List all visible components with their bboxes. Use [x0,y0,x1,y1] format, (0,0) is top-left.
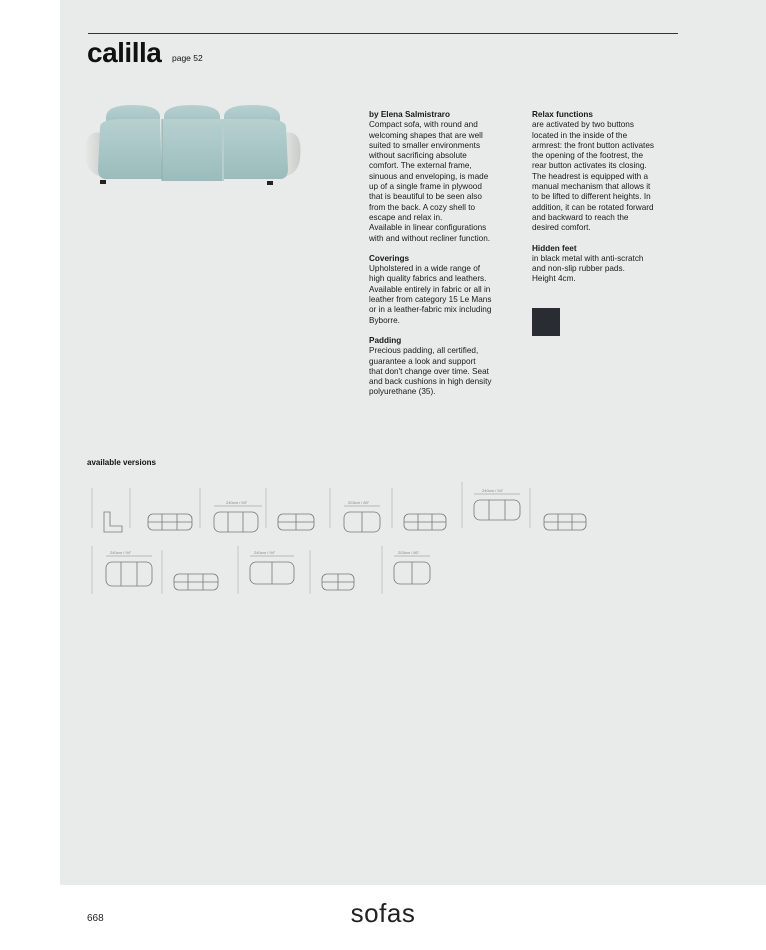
dim-label: 240cm / 94" [482,488,504,493]
version-2seat-a [266,488,314,530]
version-3seat-c [392,488,446,530]
version-3seat-e [530,488,586,530]
designer-block [369,110,519,244]
version-2seat-b [330,488,380,532]
version-3seat-a [130,488,192,530]
page-number: 668 [87,913,104,924]
coverings-heading: Coverings [369,253,410,263]
version-3seat-b [200,488,262,532]
padding-heading: Padding [369,335,402,345]
dim-label: 203cm / 80" [398,550,420,555]
description-column-2 [532,110,682,295]
versions-drawings [86,480,606,600]
dim-label: 240cm / 94" [110,550,132,555]
product-title: calilla [87,37,162,68]
designer-heading: by Elena Salmistraro [369,110,450,119]
version-2seat-d [310,550,354,594]
designer-text: Compact sofa, with round and welcoming shapes that are well suited to smaller environments without sacrificing absolute comfort. The external frame, sinuous and enveloping, is made up of a single frame in plywood that is beautiful to be seen also from the back. A cozy shell to escape and relax in. Available in linear configurations with and without recliner function. [369,120,491,243]
relax-block [532,110,682,234]
section-title: sofas [350,898,416,928]
coverings-block [369,254,519,326]
feet-color-swatch [532,308,560,336]
dim-label: 240cm / 94" [226,500,248,505]
sofa-image [84,101,302,187]
version-3seat-g [162,550,218,594]
feet-text: in black metal with anti-scratch and non-slip rubber pads. Height 4cm. [532,253,644,284]
dim-label: 203cm / 80" [348,500,370,505]
feet-heading: Hidden feet [532,243,577,253]
title-rule [88,33,678,34]
description-column-1 [369,110,519,408]
padding-block [369,336,519,398]
page-reference: page 52 [172,53,203,63]
versions-label: available versions [87,458,156,467]
version-armchair [92,488,122,532]
relax-heading: Relax functions [532,110,593,119]
relax-text: are activated by two buttons located in the inside of the armrest: the front button activates the opening of the footrest, the rear button activates its closing. The headrest is equipped with a manual mechanism that allows it to be lifted to different heights. In addition, it can be rotated forward and backward to reach the desired comfort. [532,120,654,233]
feet-block [532,244,682,285]
dim-label: 240cm / 94" [254,550,276,555]
padding-text: Precious padding, all certified, guarantee a look and support that don't change over time. Seat and back cushions in high density polyurethane (35). [369,346,492,397]
coverings-text: Upholstered in a wide range of high quality fabrics and leathers. Available entirely in fabric or all in leather from category 15 Le Mans or in a leather-fabric mix including Byborre. [369,264,492,325]
